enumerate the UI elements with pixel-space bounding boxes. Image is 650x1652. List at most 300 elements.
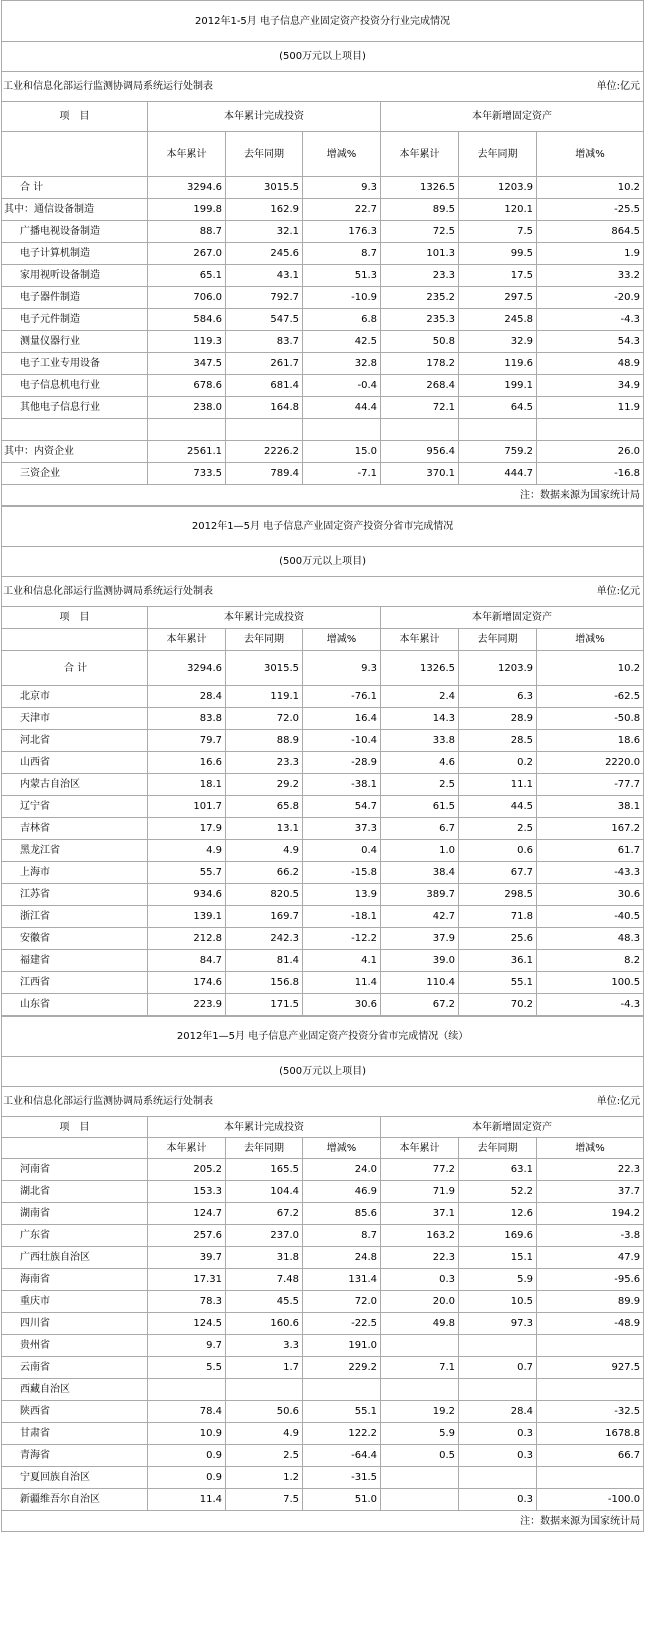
- col-header: 增减%: [537, 629, 644, 651]
- table-cell: 1.2: [226, 1467, 303, 1489]
- table-cell: 25.6: [459, 928, 537, 950]
- table-row: [2, 1269, 644, 1291]
- table-cell: 101.3: [381, 243, 459, 265]
- table-cell: 97.3: [459, 1313, 537, 1335]
- table-cell: 124.7: [148, 1203, 226, 1225]
- table-cell: 17.9: [148, 818, 226, 840]
- table-cell: -20.9: [537, 287, 644, 309]
- table-cell: 46.9: [303, 1181, 381, 1203]
- table-row: [2, 906, 644, 928]
- table-cell: 38.1: [537, 796, 644, 818]
- table-cell: -95.6: [537, 1269, 644, 1291]
- col-header: 本年累计: [381, 629, 459, 651]
- col-header: 本年累计: [148, 1138, 226, 1159]
- table-cell: 88.7: [148, 221, 226, 243]
- table-row: [2, 1313, 644, 1335]
- col-header: 增减%: [303, 1138, 381, 1159]
- table1-group1-header: 本年累计完成投资: [148, 102, 381, 132]
- table-cell: [537, 1379, 644, 1401]
- province-investment-table: [1, 506, 644, 1016]
- table-cell: 72.1: [381, 397, 459, 419]
- table-cell: 79.7: [148, 730, 226, 752]
- table-cell: 2.5: [459, 818, 537, 840]
- table-row: [2, 686, 644, 708]
- row-label: 电子工业专用设备: [2, 353, 148, 375]
- table-cell: 7.5: [459, 221, 537, 243]
- table-cell: 176.3: [303, 221, 381, 243]
- table-cell: 119.1: [226, 686, 303, 708]
- table-cell: [537, 419, 644, 441]
- table-cell: 1203.9: [459, 177, 537, 199]
- table-cell: [459, 419, 537, 441]
- table-cell: 28.9: [459, 708, 537, 730]
- table-cell: 28.4: [148, 686, 226, 708]
- row-label: 湖南省: [2, 1203, 148, 1225]
- table-cell: [148, 1379, 226, 1401]
- table-cell: 0.4: [303, 840, 381, 862]
- table-cell: -16.8: [537, 463, 644, 485]
- table-cell: 18.1: [148, 774, 226, 796]
- table-cell: 70.2: [459, 994, 537, 1016]
- table1-item-header: 项 目: [2, 102, 148, 132]
- row-label: 云南省: [2, 1357, 148, 1379]
- table-row: [2, 1401, 644, 1423]
- table-cell: 10.9: [148, 1423, 226, 1445]
- table-row: [2, 950, 644, 972]
- table-cell: 2.4: [381, 686, 459, 708]
- table-cell: 65.8: [226, 796, 303, 818]
- table-cell: 17.5: [459, 265, 537, 287]
- table-cell: 61.7: [537, 840, 644, 862]
- table-cell: 681.4: [226, 375, 303, 397]
- table-row: [2, 243, 644, 265]
- table-cell: 389.7: [381, 884, 459, 906]
- table-row: [2, 309, 644, 331]
- table-cell: 13.1: [226, 818, 303, 840]
- table-cell: 3.3: [226, 1335, 303, 1357]
- row-label: 海南省: [2, 1269, 148, 1291]
- table-cell: [381, 1489, 459, 1511]
- table-row: [2, 862, 644, 884]
- table-cell: 6.3: [459, 686, 537, 708]
- table-row: [2, 818, 644, 840]
- table-cell: 0.9: [148, 1445, 226, 1467]
- table-cell: -38.1: [303, 774, 381, 796]
- table-cell: 51.3: [303, 265, 381, 287]
- table-cell: 54.7: [303, 796, 381, 818]
- table-cell: 2.5: [381, 774, 459, 796]
- table-cell: 10.5: [459, 1291, 537, 1313]
- table-cell: 52.2: [459, 1181, 537, 1203]
- table-cell: -64.4: [303, 1445, 381, 1467]
- table-cell: 7.5: [226, 1489, 303, 1511]
- row-label: 福建省: [2, 950, 148, 972]
- table-row: [2, 1291, 644, 1313]
- table-cell: 67.2: [226, 1203, 303, 1225]
- table-cell: 8.7: [303, 243, 381, 265]
- table2-group2-header: 本年新增固定资产: [381, 607, 644, 629]
- row-label: 青海省: [2, 1445, 148, 1467]
- table-cell: 444.7: [459, 463, 537, 485]
- col-header: 本年累计: [148, 132, 226, 177]
- table-cell: -43.3: [537, 862, 644, 884]
- table-cell: 48.3: [537, 928, 644, 950]
- table-cell: 122.2: [303, 1423, 381, 1445]
- table1-column-header-row: [2, 132, 644, 177]
- table-cell: 297.5: [459, 287, 537, 309]
- col-header: 增减%: [303, 629, 381, 651]
- table-cell: 245.6: [226, 243, 303, 265]
- table-cell: 7.1: [381, 1357, 459, 1379]
- table-cell: 235.2: [381, 287, 459, 309]
- table1-unit-label: 单位:亿元: [537, 72, 644, 102]
- table-cell: 242.3: [226, 928, 303, 950]
- table-row: [2, 1159, 644, 1181]
- table-cell: 1203.9: [459, 651, 537, 686]
- table-cell: 0.3: [459, 1445, 537, 1467]
- table-cell: 30.6: [537, 884, 644, 906]
- table-cell: 78.4: [148, 1401, 226, 1423]
- table-cell: 0.7: [459, 1357, 537, 1379]
- table-cell: 11.4: [148, 1489, 226, 1511]
- table-cell: 15.1: [459, 1247, 537, 1269]
- table-cell: 99.5: [459, 243, 537, 265]
- table-cell: 934.6: [148, 884, 226, 906]
- table-cell: 39.7: [148, 1247, 226, 1269]
- table-cell: 33.8: [381, 730, 459, 752]
- table-row: [2, 1489, 644, 1511]
- table-row: [2, 1203, 644, 1225]
- row-label: 上海市: [2, 862, 148, 884]
- table-cell: 120.1: [459, 199, 537, 221]
- col-header: 本年累计: [148, 629, 226, 651]
- table-cell: 18.6: [537, 730, 644, 752]
- row-label: 广播电视设备制造: [2, 221, 148, 243]
- table2-unit-label: 单位:亿元: [537, 577, 644, 607]
- table-cell: 1326.5: [381, 177, 459, 199]
- table-cell: [537, 1335, 644, 1357]
- table-cell: 0.3: [459, 1489, 537, 1511]
- table-row: [2, 796, 644, 818]
- table-cell: 32.9: [459, 331, 537, 353]
- row-label: 河北省: [2, 730, 148, 752]
- table-cell: 245.8: [459, 309, 537, 331]
- table-cell: 37.1: [381, 1203, 459, 1225]
- table-cell: 47.9: [537, 1247, 644, 1269]
- table-cell: 72.5: [381, 221, 459, 243]
- table-cell: 67.2: [381, 994, 459, 1016]
- table-cell: 63.1: [459, 1159, 537, 1181]
- table-row: [2, 1335, 644, 1357]
- col-header: 本年累计: [381, 132, 459, 177]
- table-cell: 101.7: [148, 796, 226, 818]
- table3-subtitle: (500万元以上项目): [2, 1057, 644, 1087]
- table-cell: 9.7: [148, 1335, 226, 1357]
- table-cell: 16.6: [148, 752, 226, 774]
- table1-subtitle: (500万元以上项目): [2, 42, 644, 72]
- table-cell: 28.5: [459, 730, 537, 752]
- table-cell: 4.9: [226, 840, 303, 862]
- table2-subtitle: (500万元以上项目): [2, 547, 644, 577]
- table-cell: [226, 419, 303, 441]
- col-header: 去年同期: [459, 1138, 537, 1159]
- row-label: 天津市: [2, 708, 148, 730]
- table-cell: 11.9: [537, 397, 644, 419]
- table-cell: 119.6: [459, 353, 537, 375]
- table-cell: 3015.5: [226, 651, 303, 686]
- table-cell: 5.9: [459, 1269, 537, 1291]
- col-header: 去年同期: [226, 629, 303, 651]
- row-label: 甘肃省: [2, 1423, 148, 1445]
- table-cell: 0.2: [459, 752, 537, 774]
- row-label: 测量仪器行业: [2, 331, 148, 353]
- table-cell: 6.7: [381, 818, 459, 840]
- table-cell: 162.9: [226, 199, 303, 221]
- table-cell: 88.9: [226, 730, 303, 752]
- table-cell: 1.9: [537, 243, 644, 265]
- table-cell: 584.6: [148, 309, 226, 331]
- table-cell: 8.2: [537, 950, 644, 972]
- row-label: 北京市: [2, 686, 148, 708]
- table-cell: 36.1: [459, 950, 537, 972]
- row-label: 湖北省: [2, 1181, 148, 1203]
- table-cell: 55.1: [303, 1401, 381, 1423]
- table-cell: 169.7: [226, 906, 303, 928]
- table-cell: 864.5: [537, 221, 644, 243]
- table-cell: 24.0: [303, 1159, 381, 1181]
- col-header: 去年同期: [226, 1138, 303, 1159]
- row-label: [2, 419, 148, 441]
- table3-group1-header: 本年累计完成投资: [148, 1117, 381, 1138]
- table-row: [2, 1423, 644, 1445]
- table-cell: 792.7: [226, 287, 303, 309]
- table-cell: 14.3: [381, 708, 459, 730]
- table-cell: 4.6: [381, 752, 459, 774]
- table-cell: 199.8: [148, 199, 226, 221]
- table-cell: 6.8: [303, 309, 381, 331]
- table-cell: 38.4: [381, 862, 459, 884]
- table-cell: -10.4: [303, 730, 381, 752]
- table3-title: 2012年1—5月 电子信息产业固定资产投资分省市完成情况（续）: [2, 1017, 644, 1057]
- table-cell: 163.2: [381, 1225, 459, 1247]
- table-cell: 89.9: [537, 1291, 644, 1313]
- row-label: 电子信息机电行业: [2, 375, 148, 397]
- table-row: [2, 331, 644, 353]
- table-row: [2, 1467, 644, 1489]
- table-cell: 212.8: [148, 928, 226, 950]
- row-label: 吉林省: [2, 818, 148, 840]
- table-cell: 169.6: [459, 1225, 537, 1247]
- col-header: 增减%: [303, 132, 381, 177]
- table-cell: [303, 1379, 381, 1401]
- table-cell: [381, 419, 459, 441]
- table1-title: 2012年1-5月 电子信息产业固定资产投资分行业完成情况: [2, 1, 644, 42]
- row-label: 河南省: [2, 1159, 148, 1181]
- table3-column-header-row: [2, 1138, 644, 1159]
- table-cell: 2561.1: [148, 441, 226, 463]
- table-row: [2, 752, 644, 774]
- table-cell: 23.3: [381, 265, 459, 287]
- table-cell: 61.5: [381, 796, 459, 818]
- table-cell: 178.2: [381, 353, 459, 375]
- table-row: [2, 928, 644, 950]
- table-row: [2, 972, 644, 994]
- table-row: [2, 177, 644, 199]
- table-cell: 78.3: [148, 1291, 226, 1313]
- row-label: 其中：内资企业: [2, 441, 148, 463]
- table-cell: 4.1: [303, 950, 381, 972]
- table-cell: 37.9: [381, 928, 459, 950]
- table-cell: 10.2: [537, 651, 644, 686]
- table-cell: 1678.8: [537, 1423, 644, 1445]
- col-header: 增减%: [537, 1138, 644, 1159]
- table-cell: 205.2: [148, 1159, 226, 1181]
- table-row: [2, 353, 644, 375]
- table-cell: 29.2: [226, 774, 303, 796]
- table-row: [2, 1357, 644, 1379]
- table-cell: 164.8: [226, 397, 303, 419]
- table-cell: 22.7: [303, 199, 381, 221]
- table-cell: -40.5: [537, 906, 644, 928]
- table-cell: 5.9: [381, 1423, 459, 1445]
- table-cell: 39.0: [381, 950, 459, 972]
- table-cell: -100.0: [537, 1489, 644, 1511]
- table-cell: 0.3: [381, 1269, 459, 1291]
- table-cell: 547.5: [226, 309, 303, 331]
- table-cell: 759.2: [459, 441, 537, 463]
- table-cell: 257.6: [148, 1225, 226, 1247]
- row-label: 家用视听设备制造: [2, 265, 148, 287]
- table-cell: -4.3: [537, 309, 644, 331]
- table-row: [2, 1247, 644, 1269]
- table-cell: 1326.5: [381, 651, 459, 686]
- table-cell: 64.5: [459, 397, 537, 419]
- row-label: 电子元件制造: [2, 309, 148, 331]
- table-row: [2, 774, 644, 796]
- table-cell: 55.1: [459, 972, 537, 994]
- table-row: [2, 1445, 644, 1467]
- col-header: 去年同期: [459, 629, 537, 651]
- table-cell: 72.0: [303, 1291, 381, 1313]
- table-cell: 119.3: [148, 331, 226, 353]
- table-cell: -10.9: [303, 287, 381, 309]
- table-cell: 19.2: [381, 1401, 459, 1423]
- table-cell: [303, 419, 381, 441]
- row-label: 合 计: [2, 651, 148, 686]
- table2-title: 2012年1—5月 电子信息产业固定资产投资分省市完成情况: [2, 507, 644, 547]
- table-cell: 104.4: [226, 1181, 303, 1203]
- table-cell: 191.0: [303, 1335, 381, 1357]
- table-cell: 42.7: [381, 906, 459, 928]
- table-cell: 66.2: [226, 862, 303, 884]
- table1-dept-label: 工业和信息化部运行监测协调局系统运行处制表: [2, 72, 537, 102]
- table-cell: 65.1: [148, 265, 226, 287]
- table-cell: [381, 1379, 459, 1401]
- row-label: 广东省: [2, 1225, 148, 1247]
- table-cell: 20.0: [381, 1291, 459, 1313]
- col-header: 去年同期: [459, 132, 537, 177]
- table-cell: 22.3: [381, 1247, 459, 1269]
- table-cell: 71.9: [381, 1181, 459, 1203]
- row-label: 其他电子信息行业: [2, 397, 148, 419]
- row-label: 四川省: [2, 1313, 148, 1335]
- table-cell: [148, 419, 226, 441]
- table-row: [2, 884, 644, 906]
- table-row: [2, 994, 644, 1016]
- table-cell: 7.48: [226, 1269, 303, 1291]
- table-cell: 2.5: [226, 1445, 303, 1467]
- table-cell: 34.9: [537, 375, 644, 397]
- table-cell: 84.7: [148, 950, 226, 972]
- table-cell: 54.3: [537, 331, 644, 353]
- table-cell: 820.5: [226, 884, 303, 906]
- table-cell: [381, 1335, 459, 1357]
- table-cell: 44.4: [303, 397, 381, 419]
- table-cell: -50.8: [537, 708, 644, 730]
- table-cell: -12.2: [303, 928, 381, 950]
- table-row: [2, 221, 644, 243]
- table2-column-header-row: [2, 629, 644, 651]
- table-cell: 9.3: [303, 177, 381, 199]
- table-cell: -25.5: [537, 199, 644, 221]
- table-cell: -62.5: [537, 686, 644, 708]
- table-cell: 81.4: [226, 950, 303, 972]
- table-cell: 165.5: [226, 1159, 303, 1181]
- row-label: 三资企业: [2, 463, 148, 485]
- table-cell: 139.1: [148, 906, 226, 928]
- table2-item-header: 项 目: [2, 607, 148, 629]
- table3-dept-label: 工业和信息化部运行监测协调局系统运行处制表: [2, 1087, 537, 1117]
- table-cell: 8.7: [303, 1225, 381, 1247]
- table3-item-header: 项 目: [2, 1117, 148, 1138]
- table-row: [2, 287, 644, 309]
- table-cell: -48.9: [537, 1313, 644, 1335]
- table-cell: 1.0: [381, 840, 459, 862]
- table-row: [2, 1225, 644, 1247]
- table-cell: 0.9: [148, 1467, 226, 1489]
- table-cell: -28.9: [303, 752, 381, 774]
- table-cell: -77.7: [537, 774, 644, 796]
- table-cell: 32.1: [226, 221, 303, 243]
- table-cell: -32.5: [537, 1401, 644, 1423]
- table-cell: -18.1: [303, 906, 381, 928]
- industry-investment-table: [1, 0, 644, 506]
- row-label: 重庆市: [2, 1291, 148, 1313]
- table-cell: 347.5: [148, 353, 226, 375]
- table3-group2-header: 本年新增固定资产: [381, 1117, 644, 1138]
- row-label: 广西壮族自治区: [2, 1247, 148, 1269]
- table3-unit-label: 单位:亿元: [537, 1087, 644, 1117]
- table-cell: 789.4: [226, 463, 303, 485]
- table-cell: 48.9: [537, 353, 644, 375]
- table-cell: -4.3: [537, 994, 644, 1016]
- row-label: 黑龙江省: [2, 840, 148, 862]
- table-row: [2, 199, 644, 221]
- table-row: [2, 463, 644, 485]
- table-cell: 153.3: [148, 1181, 226, 1203]
- table-cell: 33.2: [537, 265, 644, 287]
- table-cell: 678.6: [148, 375, 226, 397]
- row-label: 江西省: [2, 972, 148, 994]
- table-cell: 67.7: [459, 862, 537, 884]
- table-cell: 0.6: [459, 840, 537, 862]
- col-header: 本年累计: [381, 1138, 459, 1159]
- row-label: 贵州省: [2, 1335, 148, 1357]
- col-header: 去年同期: [226, 132, 303, 177]
- table2-dept-label: 工业和信息化部运行监测协调局系统运行处制表: [2, 577, 537, 607]
- table-row: [2, 1181, 644, 1203]
- row-label: 浙江省: [2, 906, 148, 928]
